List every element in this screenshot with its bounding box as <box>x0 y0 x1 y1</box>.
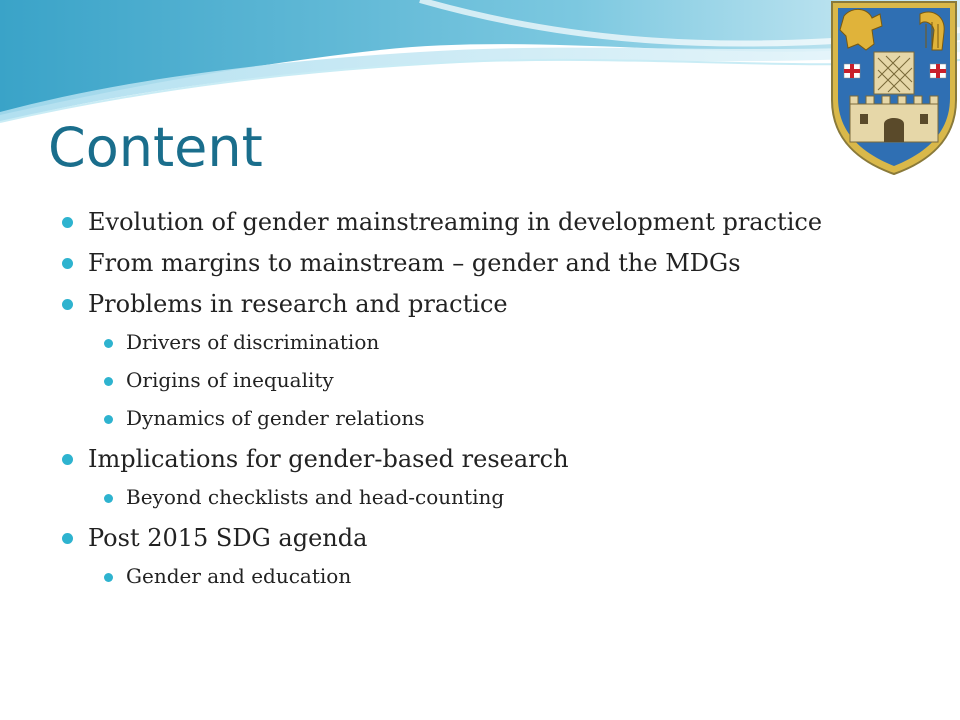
sub-bullet-item <box>62 367 922 394</box>
sub-bullet-item <box>62 484 922 511</box>
bullet-item <box>62 206 922 239</box>
bullet-text: Implications for gender-based research <box>88 445 569 473</box>
bullet-dot-icon <box>104 494 113 503</box>
header-wave-decoration <box>0 0 960 130</box>
bullet-item <box>62 443 922 476</box>
bullet-item <box>62 247 922 280</box>
bullet-list <box>62 206 922 601</box>
slide-title: Content <box>48 116 263 179</box>
bullet-dot-icon <box>62 299 73 310</box>
bullet-dot-icon <box>104 415 113 424</box>
bullet-text: Dynamics of gender relations <box>126 406 425 430</box>
bullet-dot-icon <box>62 258 73 269</box>
bullet-text: Problems in research and practice <box>88 290 508 318</box>
bullet-text: Evolution of gender mainstreaming in development practice <box>88 208 823 236</box>
bullet-text: Post 2015 SDG agenda <box>88 524 368 552</box>
bullet-text: Beyond checklists and head-counting <box>126 485 505 509</box>
bullet-dot-icon <box>62 454 73 465</box>
bullet-item <box>62 288 922 321</box>
coat-of-arms-icon <box>828 0 960 176</box>
bullet-text: From margins to mainstream – gender and the MDGs <box>88 249 741 277</box>
bullet-dot-icon <box>62 533 73 544</box>
sub-bullet-item <box>62 563 922 590</box>
bullet-item <box>62 522 922 555</box>
sub-bullet-item <box>62 329 922 356</box>
bullet-text: Origins of inequality <box>126 368 334 392</box>
bullet-text: Gender and education <box>126 564 352 588</box>
bullet-text: Drivers of discrimination <box>126 330 380 354</box>
bullet-dot-icon <box>62 217 73 228</box>
sub-bullet-item <box>62 405 922 432</box>
bullet-dot-icon <box>104 573 113 582</box>
bullet-dot-icon <box>104 377 113 386</box>
bullet-dot-icon <box>104 339 113 348</box>
